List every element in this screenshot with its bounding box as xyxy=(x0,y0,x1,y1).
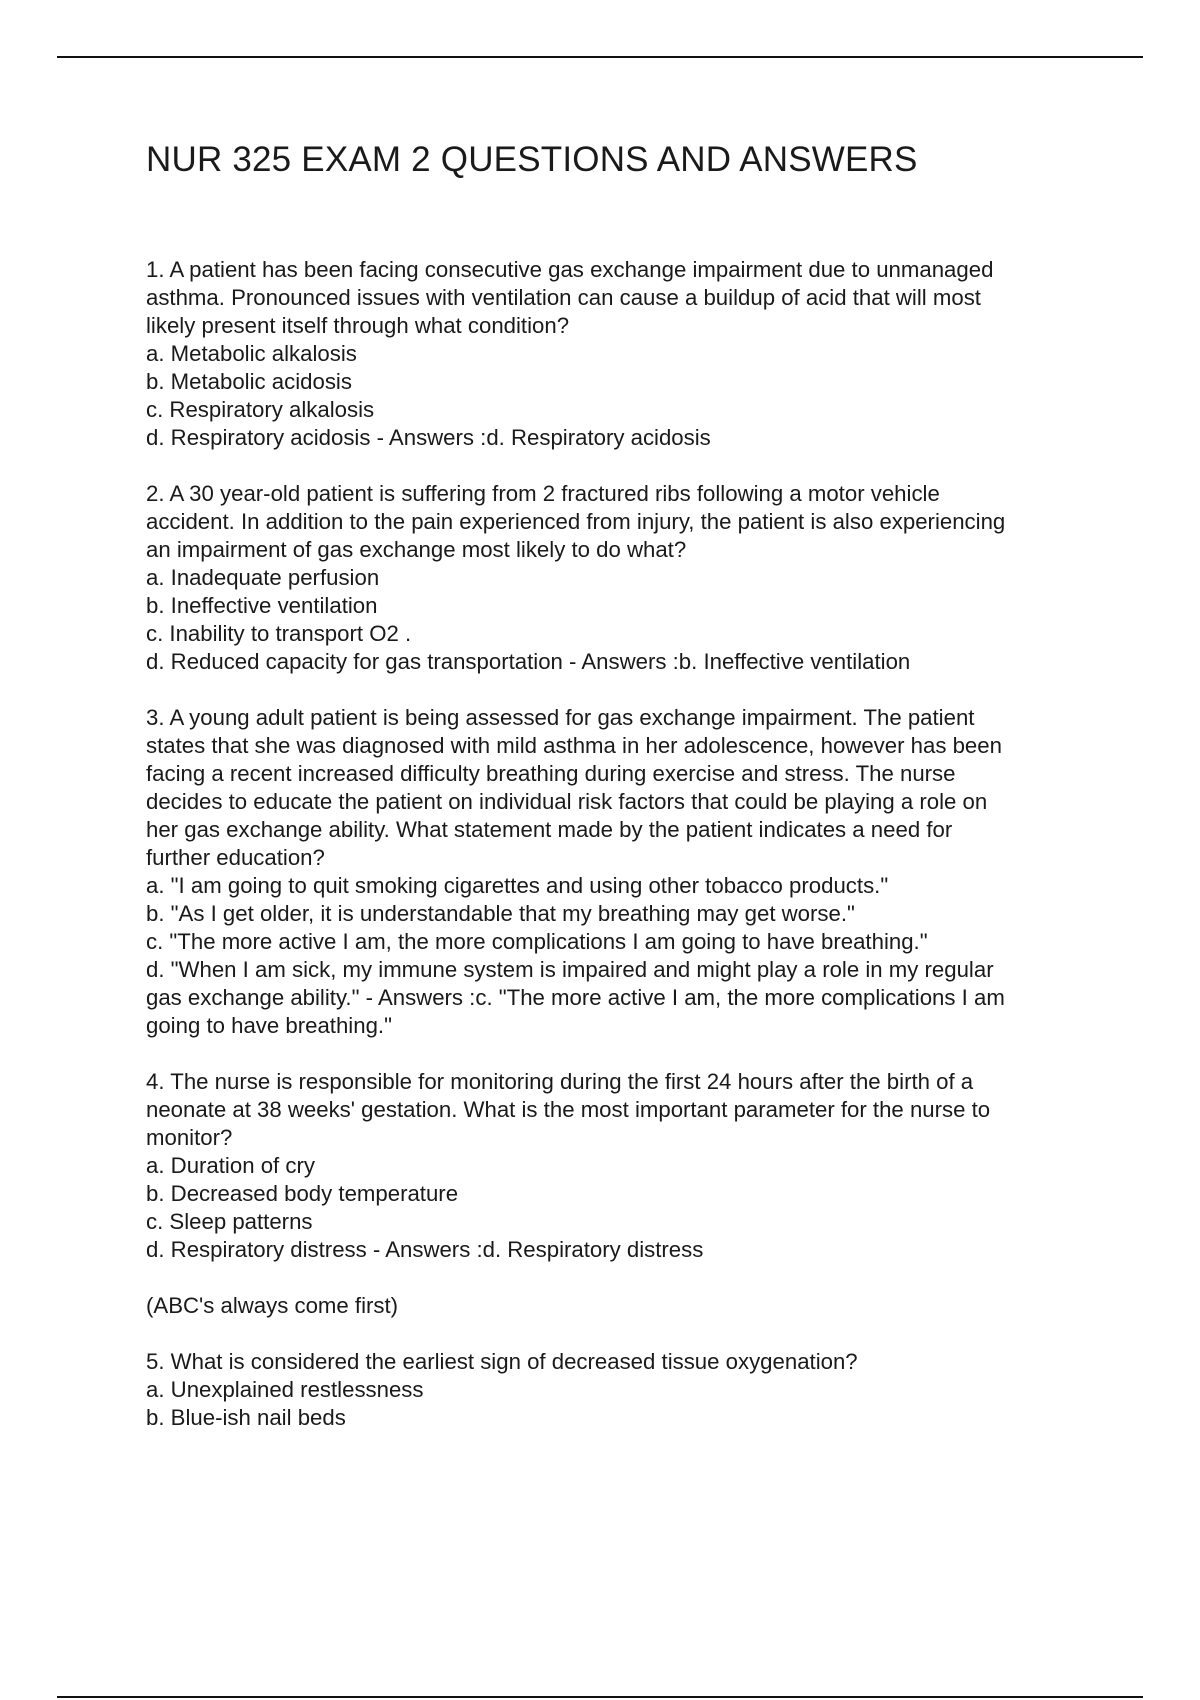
question-line: asthma. Pronounced issues with ventilation can cause a buildup of acid that will most xyxy=(146,285,981,310)
question-3 xyxy=(146,704,1096,1040)
answer-option: c. Respiratory alkalosis xyxy=(146,397,375,422)
answer-option: b. "As I get older, it is understandable that my breathing may get worse." xyxy=(146,901,855,926)
question-line: facing a recent increased difficulty breathing during exercise and stress. The nurse xyxy=(146,761,956,786)
question-line: states that she was diagnosed with mild asthma in her adolescence, however has been xyxy=(146,733,1002,758)
answer-option: going to have breathing." xyxy=(146,1013,392,1038)
bottom-rule xyxy=(57,1696,1143,1698)
top-rule xyxy=(57,56,1143,58)
question-line: further education? xyxy=(146,845,325,870)
answer-option: b. Ineffective ventilation xyxy=(146,593,378,618)
question-line: likely present itself through what condition? xyxy=(146,313,570,338)
answer-option: b. Decreased body temperature xyxy=(146,1181,459,1206)
question-line: monitor? xyxy=(146,1125,233,1150)
answer-option: a. Inadequate perfusion xyxy=(146,565,380,590)
answer-option: a. "I am going to quit smoking cigarettes and using other tobacco products." xyxy=(146,873,889,898)
answer-option: c. Inability to transport O2 . xyxy=(146,621,412,646)
question-line: 1. A patient has been facing consecutive gas exchange impairment due to unmanaged xyxy=(146,257,994,282)
question-line: decides to educate the patient on individual risk factors that could be playing a role on xyxy=(146,789,988,814)
answer-option: c. "The more active I am, the more complications I am going to have breathing." xyxy=(146,929,928,954)
answer-option: a. Duration of cry xyxy=(146,1153,315,1178)
question-line: an impairment of gas exchange most likely to do what? xyxy=(146,537,687,562)
question-line: 4. The nurse is responsible for monitoring during the first 24 hours after the birth of a xyxy=(146,1069,974,1094)
question-4 xyxy=(146,1068,1096,1264)
answer-option: d. Reduced capacity for gas transportation - Answers :b. Ineffective ventilation xyxy=(146,649,911,674)
answer-option: d. "When I am sick, my immune system is impaired and might play a role in my regular xyxy=(146,957,994,982)
question-1 xyxy=(146,256,1096,452)
answer-option: d. Respiratory distress - Answers :d. Respiratory distress xyxy=(146,1237,704,1262)
answer-option: b. Blue-ish nail beds xyxy=(146,1405,346,1430)
answer-option: c. Sleep patterns xyxy=(146,1209,313,1234)
question-line: 5. What is considered the earliest sign of decreased tissue oxygenation? xyxy=(146,1349,858,1374)
question-line: accident. In addition to the pain experienced from injury, the patient is also experiencing xyxy=(146,509,1006,534)
question-2 xyxy=(146,480,1096,676)
answer-option: b. Metabolic acidosis xyxy=(146,369,352,394)
question-line: neonate at 38 weeks' gestation. What is the most important parameter for the nurse to xyxy=(146,1097,991,1122)
note-text: (ABC's always come first) xyxy=(146,1293,399,1318)
page-title: NUR 325 EXAM 2 QUESTIONS AND ANSWERS xyxy=(146,140,918,179)
question-line: her gas exchange ability. What statement made by the patient indicates a need for xyxy=(146,817,953,842)
answer-option: a. Unexplained restlessness xyxy=(146,1377,424,1402)
answer-option: gas exchange ability." - Answers :c. "The more active I am, the more complications I am xyxy=(146,985,1005,1010)
answer-option: d. Respiratory acidosis - Answers :d. Respiratory acidosis xyxy=(146,425,711,450)
question-5 xyxy=(146,1348,1096,1432)
question-line: 2. A 30 year-old patient is suffering from 2 fractured ribs following a motor vehicle xyxy=(146,481,940,506)
document-body xyxy=(146,138,1096,1460)
question-line: 3. A young adult patient is being assessed for gas exchange impairment. The patient xyxy=(146,705,975,730)
answer-option: a. Metabolic alkalosis xyxy=(146,341,357,366)
